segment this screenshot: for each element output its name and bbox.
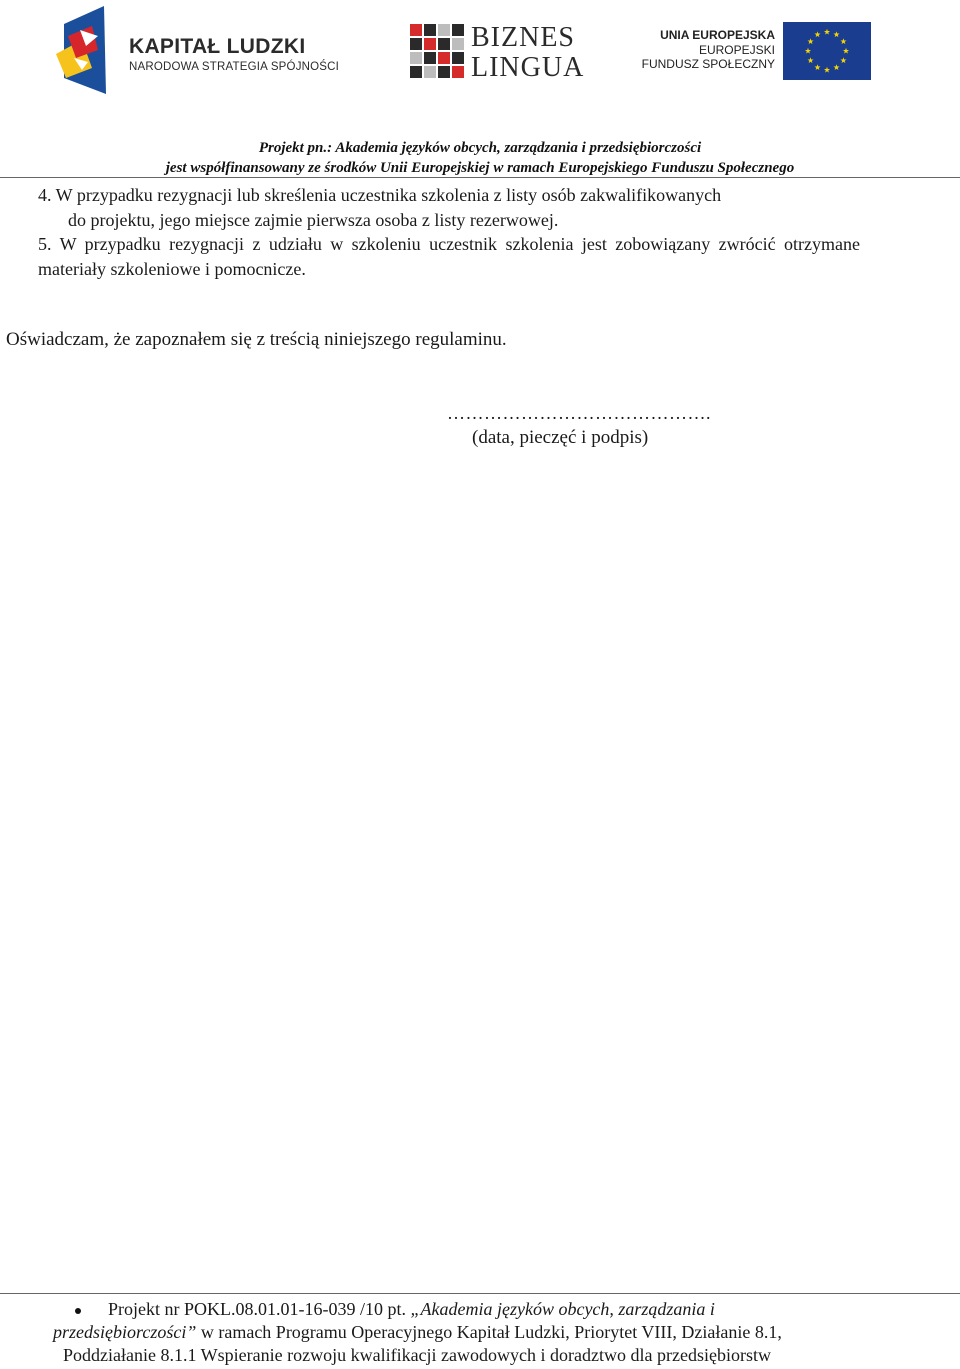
footer-divider [0,1293,960,1294]
footer-line-3: Poddziałanie 8.1.1 Wspieranie rozwoju kwalifikacji zawodowych i doradztwo dla przedsiębiorstw [63,1345,771,1365]
ue-line2: EUROPEJSKI [698,43,775,57]
item-5: 5. W przypadku rezygnacji z udziału w szkoleniu uczestnik szkolenia jest zobowiązany zwrócić otrzymane materiały szkoleniowe i pomocnicze. [38,234,860,279]
ue-line1: UNIA EUROPEJSKA [660,28,775,42]
header-line-2: jest współfinansowany ze środków Unii Europejskiej w ramach Europejskiego Funduszu Społecznego [165,160,795,176]
item-4 [38,183,860,232]
item-4-line-1: 4. W przypadku rezygnacji lub skreślenia uczestnika szkolenia z listy osób zakwalifikowanych [38,185,722,205]
footer-line-2-rest: w ramach Programu Operacyjnego Kapitał Ludzki, Priorytet VIII, Działanie 8.1, [196,1322,782,1342]
unia-europejska-logo [641,22,875,82]
biznes-lingua-line1: BIZNES [471,22,575,53]
biznes-lingua-grid-icon [408,22,468,82]
biznes-lingua-logo [408,22,583,84]
kapital-ludzki-emblem-icon [52,6,112,98]
logo-bar [0,0,960,110]
footer-line-1-prefix: Projekt nr POKL.08.01.01-16-039 /10 pt. [108,1299,411,1319]
biznes-lingua-line2: LINGUA [471,52,585,83]
kapital-ludzki-logo [52,6,342,98]
signature-caption: (data, pieczęć i podpis) [472,427,649,448]
signature-line: ……………………………………. [447,403,711,423]
footer-line-2 [53,1321,782,1344]
ue-line3: FUNDUSZ SPOŁECZNY [641,57,775,71]
footer-line-1 [108,1298,715,1321]
footer-line-2-italic: przedsiębiorczości” [53,1322,197,1342]
kapital-ludzki-title: KAPITAŁ LUDZKI [129,35,306,58]
header-line-1: Projekt pn.: Akademia języków obcych, zarządzania i przedsiębiorczości [258,140,702,156]
footer-line-1-italic: „Akademia języków obcych, zarządzania i [410,1299,715,1319]
kapital-ludzki-subtitle: NARODOWA STRATEGIA SPÓJNOŚCI [129,61,340,73]
eu-flag-icon [783,22,871,80]
header-divider [0,177,960,178]
footer-bullet-icon [75,1308,81,1314]
project-header [0,138,960,178]
item-4-line-2: do projektu, jego miejsce zajmie pierwsza osoba z listy rezerwowej. [68,209,559,230]
declaration-statement: Oświadczam, że zapoznałem się z treścią niniejszego regulaminu. [6,329,507,350]
